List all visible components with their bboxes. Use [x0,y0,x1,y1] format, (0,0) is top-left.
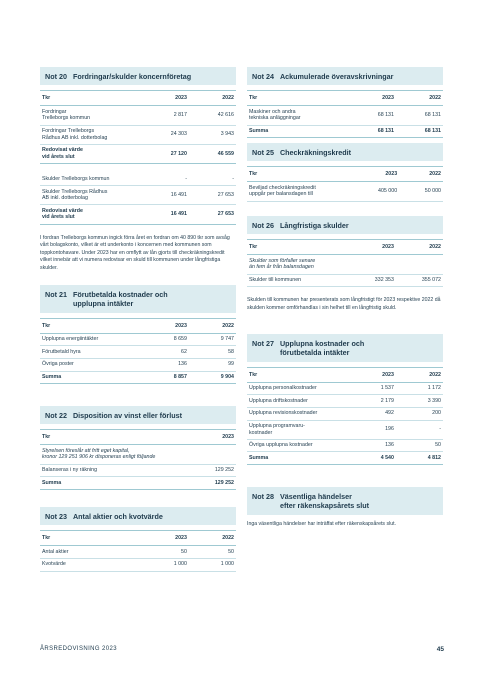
table-cell: 99 [189,358,236,371]
note-title: Långfristiga skulder [279,221,349,230]
note-title: Checkräkningskredit [279,148,352,157]
table-cell: 27 653 [189,205,236,224]
note-27-table [247,367,443,465]
table-cell: Summa [247,452,349,465]
column-header: 2023 [142,91,189,106]
table-cell: Upplupna personalkostnader [247,382,349,395]
note-21-header [40,285,236,313]
table-cell: Upplupna driftskostnader [247,395,349,408]
note-22 [40,406,236,490]
table-row [40,174,236,186]
table-row [247,106,443,125]
column-header: Tkr [247,367,349,382]
note-28-header [247,487,443,515]
table-cell: Upplupna revisionskostnader [247,407,349,420]
table-cell: 46 559 [189,144,236,163]
table-cell: 4 540 [349,452,396,465]
note-title: Ackumulerade överavskrivningar [279,72,394,81]
note-title: Fordringar/skulder koncernföretag [72,72,192,81]
table-cell: 8 659 [142,333,189,346]
table-cell: 16 491 [142,205,189,224]
table-cell: Skulder Trelleborgs kommun [40,174,142,186]
table-header-row [40,430,236,445]
table-row [40,358,236,371]
note-25 [247,143,443,202]
table-cell: Övriga poster [40,358,142,371]
table-cell: 50 [142,546,189,559]
table-row [40,125,236,144]
table-cell: Summa [247,125,349,138]
table-row [247,420,443,439]
note-25-table [247,166,443,201]
table-header-row [247,240,443,255]
column-header: 2022 [189,531,236,546]
note-number: Not 23 [45,512,67,521]
table-cell: 136 [142,358,189,371]
table-row [40,464,236,477]
column-header: Tkr [40,91,142,106]
note-27-header [247,334,443,362]
note-number: Not 21 [45,290,67,299]
table-cell: 129 252 [142,477,236,490]
table-cell: 492 [349,407,396,420]
table-cell: Fordringar Trelleborgs Rådhus AB inkl. dotterbolag [40,125,142,144]
table-cell: 405 000 [349,182,399,201]
column-header: 2022 [396,91,443,106]
table-intro-row [247,255,443,274]
table-intro: Styrelsen föreslår att fritt eget kapital, kronor 129 251 906 kr disponeras enligt följande [40,445,236,464]
table-cell: Maskiner och andra tekniska anläggningar [247,106,349,125]
note-26 [247,216,443,312]
note-23-header [40,507,236,525]
column-header: 2022 [396,367,443,382]
table-cell: Skulder till kommunen [247,274,349,287]
table-cell: - [142,174,189,186]
note-20 [40,67,236,272]
table-cell: Upplupna energiintäkter [40,333,142,346]
table-row [40,558,236,571]
note-number: Not 28 [252,492,274,501]
table-cell: 355 072 [396,274,443,287]
table-cell: 4 812 [396,452,443,465]
note-24-table [247,90,443,138]
note-title: Upplupna kostnader och förutbetalda intäkter [279,339,365,358]
table-cell: 3 943 [189,125,236,144]
note-28-text: Inga väsentliga händelser har inträffat efter räkenskapsårets slut. [247,520,396,527]
footer-title: ÅRSREDOVISNING 2023 [40,646,117,652]
column-header: Tkr [40,531,142,546]
page-footer [40,646,444,653]
table-sum-row [40,371,236,384]
table-cell: 9 747 [189,333,236,346]
note-title: Disposition av vinst eller förlust [72,411,183,420]
column-header: 2023 [142,531,189,546]
column-header: 2023 [349,367,396,382]
note-23-table [40,530,236,571]
table-cell: 50 [396,439,443,452]
table-header-row [40,318,236,333]
column-header: 2022 [396,240,443,255]
note-number: Not 20 [45,72,67,81]
table-cell: 68 131 [396,106,443,125]
table-cell: 2 179 [349,395,396,408]
table-cell: 136 [349,439,396,452]
table-sum-row [40,477,236,490]
table-cell: 3 390 [396,395,443,408]
table-cell: 1 172 [396,382,443,395]
table-row [247,395,443,408]
note-number: Not 24 [252,72,274,81]
column-header: Tkr [40,318,142,333]
table-cell: Summa [40,371,142,384]
table-cell: - [189,174,236,186]
table-spacer [40,164,236,174]
table-row [247,182,443,201]
note-number: Not 27 [252,339,274,348]
column-header: 2022 [399,167,443,182]
table-sum-row [247,125,443,138]
table-intro-row [40,445,236,464]
table-cell: Redovisat värde vid årets slut [40,205,142,224]
table-cell: 332 353 [349,274,396,287]
note-24-header [247,67,443,85]
table-cell: 50 000 [399,182,443,201]
column-header: 2023 [349,91,396,106]
column-header: 2022 [189,91,236,106]
note-number: Not 25 [252,148,274,157]
column-header: Tkr [40,430,142,445]
table-cell: 1 000 [189,558,236,571]
note-number: Not 26 [252,221,274,230]
note-24 [247,67,443,138]
table-row [247,407,443,420]
table-cell: 200 [396,407,443,420]
table-header-row [40,531,236,546]
table-cell: 58 [189,346,236,359]
table-header-row [247,167,443,182]
table-sum-row [40,144,236,163]
table-cell: 1 537 [349,382,396,395]
column-header: 2023 [142,430,236,445]
table-cell: 62 [142,346,189,359]
table-cell: 50 [189,546,236,559]
table-intro: Skulder som förfaller senare än fem år från balansdagen [247,255,443,274]
column-header: 2023 [349,240,396,255]
table-row [40,546,236,559]
table-cell: 27 120 [142,144,189,163]
note-21 [40,285,236,384]
table-row [40,346,236,359]
note-28 [247,487,443,528]
table-header-row [247,91,443,106]
table-cell: 68 131 [349,106,396,125]
table-cell: Summa [40,477,142,490]
note-title: Väsentliga händelser efter räkenskapsårets slut [279,492,370,511]
page-number: 45 [436,646,444,653]
column-header: 2022 [189,318,236,333]
table-cell: 42 616 [189,106,236,125]
table-cell: - [396,420,443,439]
table-cell: 1 000 [142,558,189,571]
table-header-row [40,91,236,106]
table-row [247,382,443,395]
table-header-row [247,367,443,382]
table-cell: 8 857 [142,371,189,384]
table-row [40,186,236,205]
table-cell: Fordringar Trelleborgs kommun [40,106,142,125]
note-20-table [40,90,236,224]
note-title: Antal aktier och kvotvärde [72,512,163,521]
note-number: Not 22 [45,411,67,420]
table-cell: Antal aktier [40,546,142,559]
column-header: 2023 [142,318,189,333]
note-21-table [40,318,236,384]
table-cell: 24 303 [142,125,189,144]
table-row [40,106,236,125]
note-27 [247,334,443,465]
table-cell: Balanseras i ny räkning [40,464,142,477]
table-row [247,274,443,287]
table-cell: 129 252 [142,464,236,477]
note-20-header [40,67,236,85]
column-header: Tkr [247,167,349,182]
table-sum-row [40,205,236,224]
table-cell: 196 [349,420,396,439]
column-header: 2023 [349,167,399,182]
table-cell: 9 904 [189,371,236,384]
table-cell: 68 131 [396,125,443,138]
table-cell: Upplupna programvaru- kostnader [247,420,349,439]
table-cell: 16 491 [142,186,189,205]
table-cell: Beviljad checkräkningskredit uppgår per balansdagen till [247,182,349,201]
note-22-header [40,406,236,424]
table-cell: Förutbetald hyra [40,346,142,359]
table-cell: 27 653 [189,186,236,205]
note-26-text: Skulden till kommunen har presenterats som långfristigt för 2023 respektive 2022 då skulden kommer omförhandlas i sin helhet till en långfristig skuld. [247,297,441,311]
note-20-text: I fordran Trelleborgs kommun ingick förra året en fordran om 40 890 tkr som avsåg vårt bolagskonto, vilket är ett underkonto i koncernen med kommunen som toppkontohavare. Under 2023 har en omflytt av lån gjorts till checkräkningskredit vilket innebär att vi numera redovisar en skuld till kommunen under långfristiga skulder. [40,234,230,271]
table-cell: Kvotvärde [40,558,142,571]
note-23 [40,507,236,572]
table-cell: 2 817 [142,106,189,125]
note-25-header [247,143,443,161]
column-header: Tkr [247,240,349,255]
table-cell: Redovisat värde vid årets slut [40,144,142,163]
table-cell: Skulder Trelleborgs Rådhus AB inkl. dotterbolag [40,186,142,205]
note-26-header [247,216,443,234]
note-26-table [247,239,443,287]
note-22-table [40,429,236,489]
note-title: Förutbetalda kostnader och upplupna intäkter [72,290,168,309]
table-cell: Övriga upplupna kostnader [247,439,349,452]
table-sum-row [247,452,443,465]
table-row [40,333,236,346]
column-header: Tkr [247,91,349,106]
table-cell: 68 131 [349,125,396,138]
table-row [247,439,443,452]
